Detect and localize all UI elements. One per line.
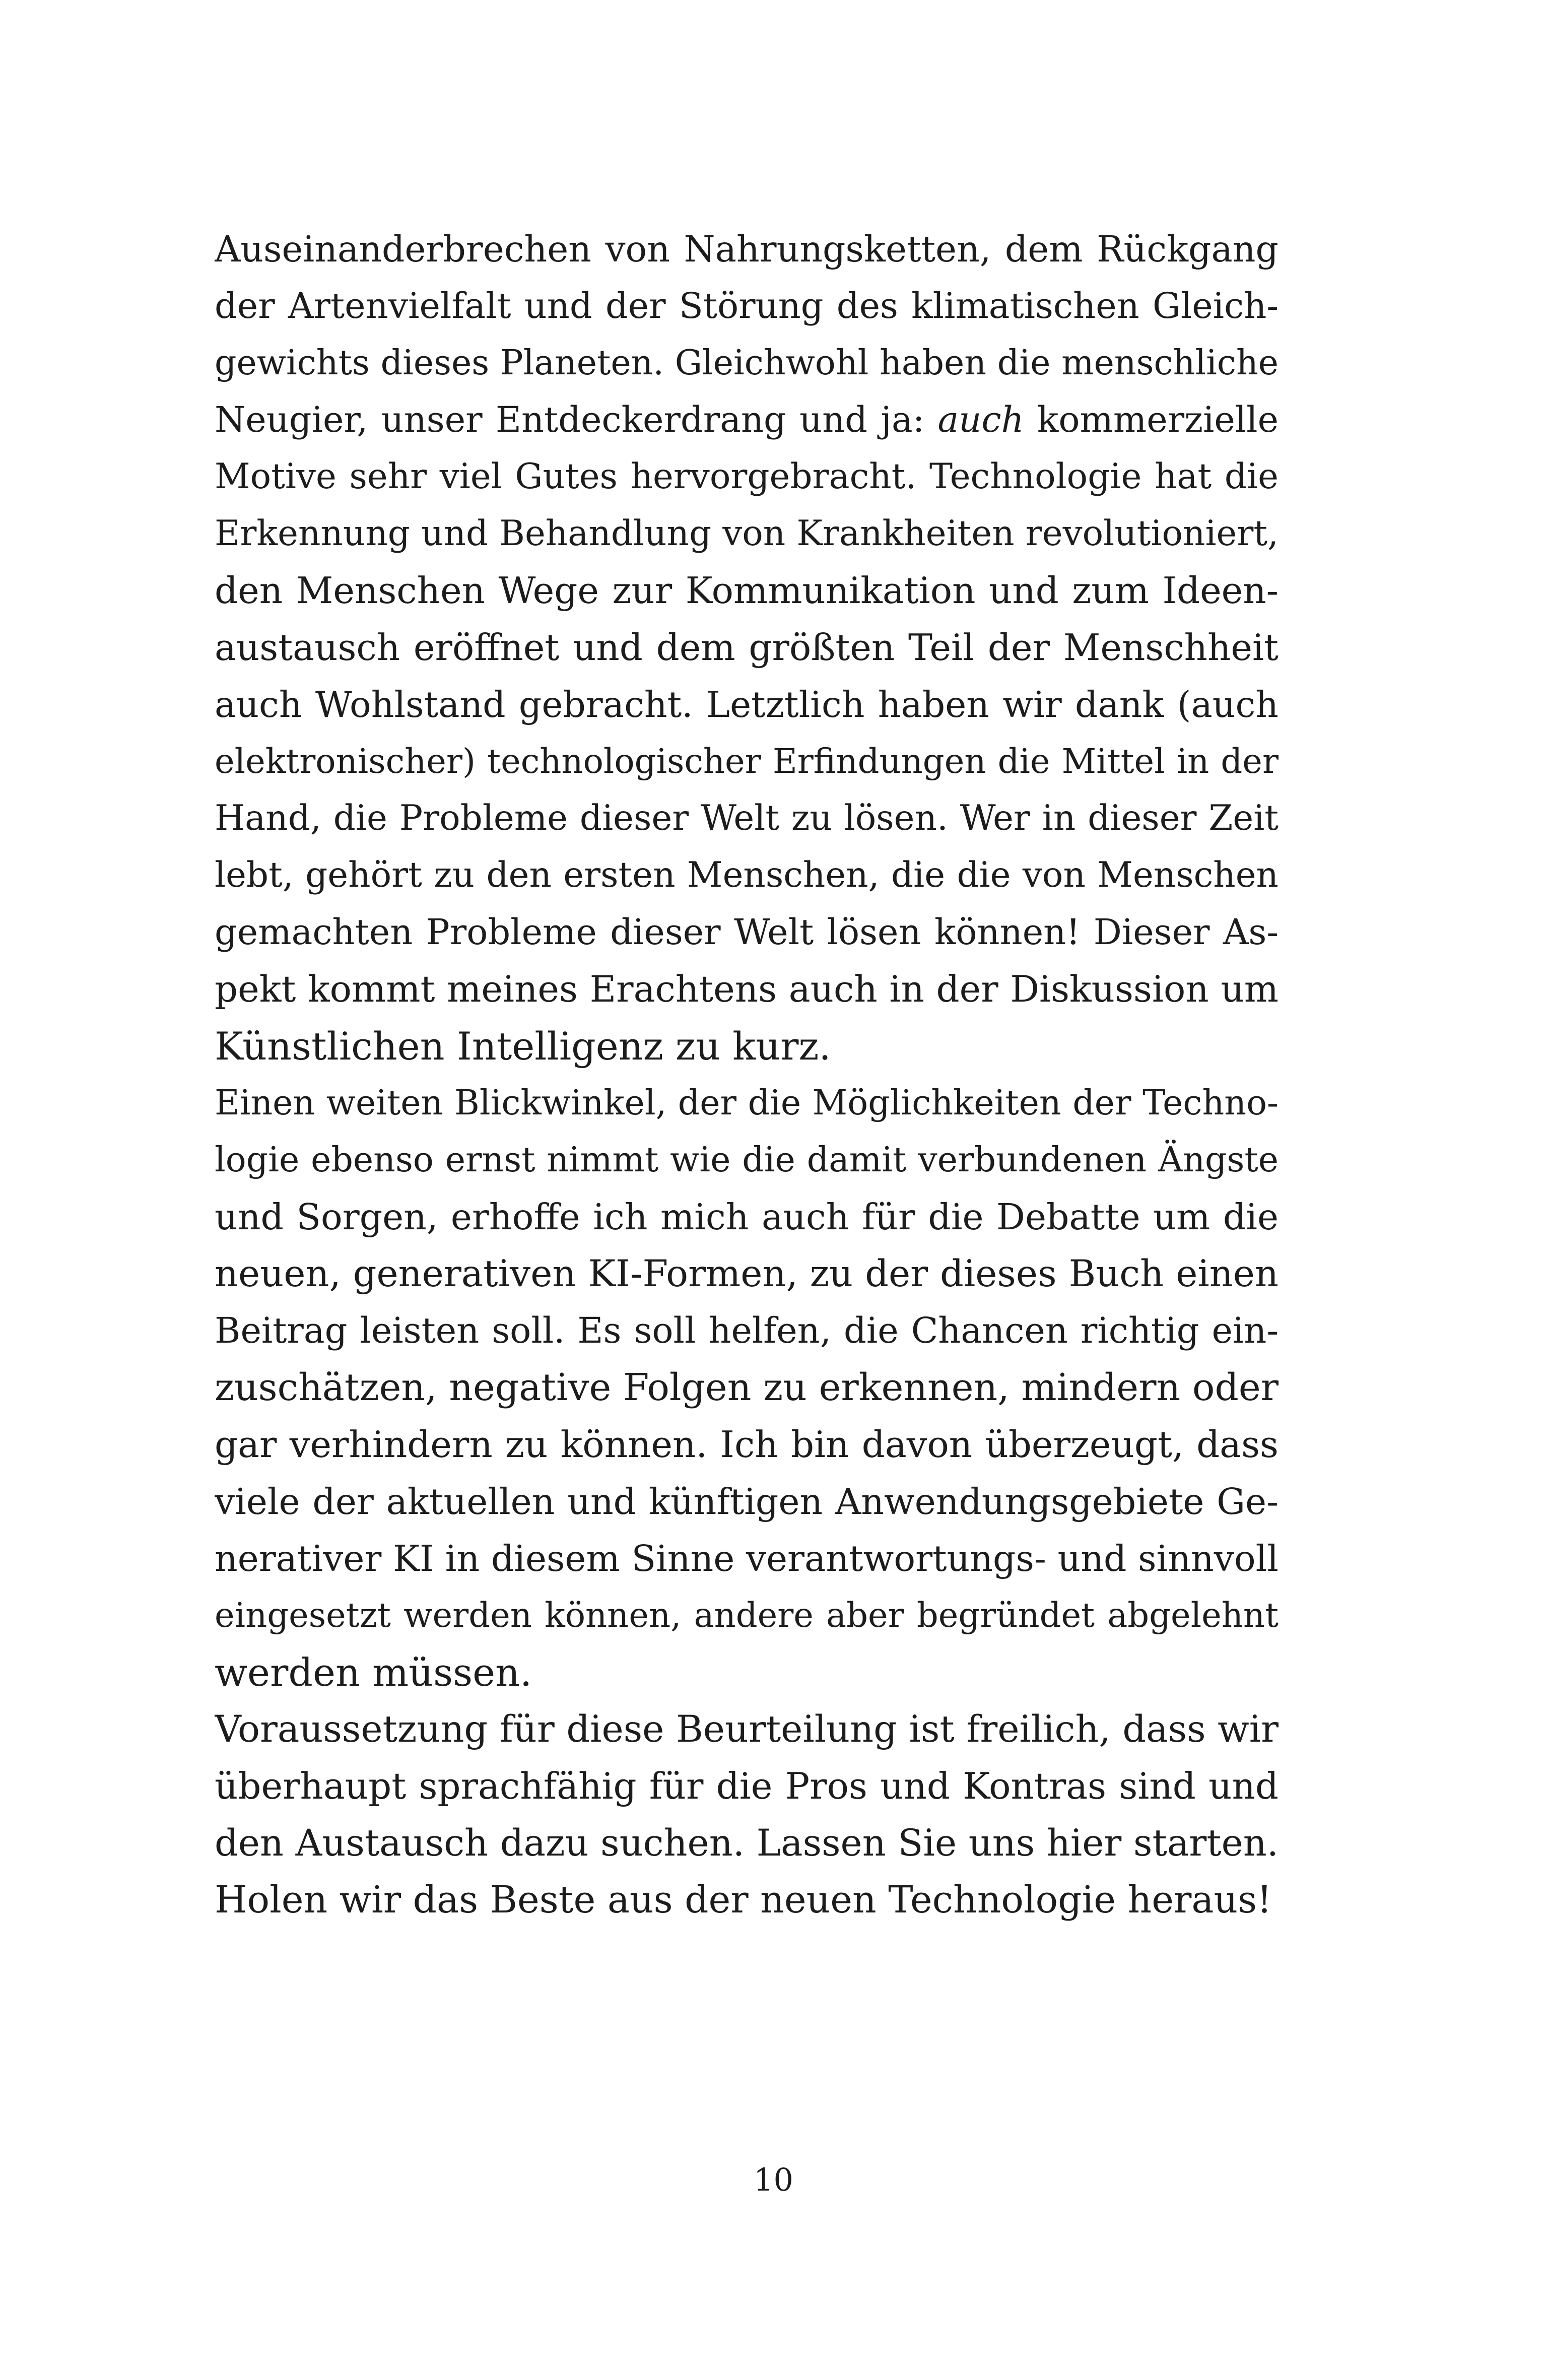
text-line: neuen, generativen KI-Formen, zu der dieses Buch einen [215,1252,1279,1295]
text-line: Erkennung und Behandlung von Krankheiten revolutioniert, [215,513,1279,554]
paragraph [215,1075,1279,1701]
text-line: überhaupt sprachfähig für die Pros und Kontras sind und [215,1765,1279,1807]
text-line: zuschätzen, negative Folgen zu erkennen, mindern oder [215,1366,1279,1409]
text-line: eingesetzt werden können, andere aber begründet abgelehnt [215,1596,1279,1635]
text-fragment: kommerzielle [1024,399,1279,440]
text-line: viele der aktuellen und künftigen Anwendungsgebiete Ge- [215,1481,1279,1523]
text-line: werden müssen. [215,1650,532,1695]
text-line [215,391,1279,448]
text-line: Holen wir das Beste aus der neuen Technologie heraus! [215,1878,1272,1922]
text-line: und Sorgen, erhoffe ich mich auch für die Debatte um die [215,1196,1279,1238]
text-line: logie ebenso ernst nimmt wie die damit verbundenen Ängste [215,1140,1279,1180]
text-line: den Menschen Wege zur Kommunikation und zum Ideen- [215,569,1279,612]
emphasized-word: auch [937,399,1024,440]
text-line: Einen weiten Blickwinkel, der die Möglichkeiten der Techno- [215,1083,1279,1123]
text-line: den Austausch dazu suchen. Lassen Sie uns hier starten. [215,1822,1279,1865]
text-line: Hand, die Probleme dieser Welt zu lösen. Wer in dieser Zeit [215,798,1279,838]
text-line: austausch eröffnet und dem größten Teil der Menschheit [215,626,1279,669]
text-line: Auseinanderbrechen von Nahrungsketten, dem Rückgang [215,228,1279,270]
text-line: lebt, gehört zu den ersten Menschen, die die von Menschen [215,855,1279,895]
text-line: nerativer KI in diesem Sinne verantwortungs- und sinnvoll [215,1538,1279,1579]
text-line: Voraussetzung für diese Beurteilung ist freilich, dass wir [215,1708,1279,1751]
body-text [215,221,1279,1929]
text-line: auch Wohlstand gebracht. Letztlich haben wir dank (auch [215,684,1279,725]
text-line: pekt kommt meines Erachtens auch in der Diskussion um [215,968,1279,1010]
paragraph [215,1701,1279,1929]
text-line: gar verhindern zu können. Ich bin davon überzeugt, dass [215,1423,1279,1466]
text-line: Künstlichen Intelligenz zu kurz. [215,1024,831,1069]
text-line: gemachten Probleme dieser Welt lösen können! Dieser As- [215,911,1279,953]
text-line: gewichts dieses Planeten. Gleichwohl haben die menschliche [215,343,1279,383]
text-line: der Artenvielfalt und der Störung des klimatischen Gleich- [215,285,1279,326]
paragraph [215,221,1279,1075]
text-fragment: Neugier, unser Entdeckerdrang und ja: [215,399,938,440]
page-number: 10 [754,2161,793,2198]
text-line: elektronischer) technologischer Erfindungen die Mittel in der [215,742,1279,781]
text-line: Beitrag leisten soll. Es soll helfen, die Chancen richtig ein- [215,1310,1279,1351]
text-line: Motive sehr viel Gutes hervorgebracht. Technologie hat die [215,456,1279,497]
